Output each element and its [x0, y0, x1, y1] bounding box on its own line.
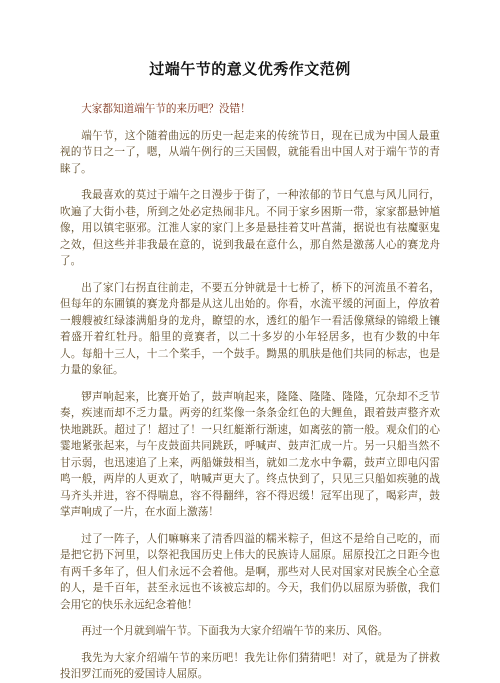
paragraph-2: 端午节，这个随着曲远的历史一起走来的传统节日，现在已成为中国人最重视的节日之一了，嗯，从端午例行的三天国假，就能看出中国人对于端午节的青睐了。 — [60, 129, 440, 175]
paragraph-4: 出了家门右拐直往前走，不要五分钟就是十七桥了，桥下的河流虽不着名，但每年的东圃镇的赛龙舟都是从这儿出始的。你看，水流平缓的河面上，停放着一艘艘被红绿漆满船身的龙舟，瞭望的水，透红的船乍一看活像黛绿的锦缎上镶着盛开着红牡丹。船里的竟赛者，以二十多岁的小年轻居多，也有少数的中年人。每船十三人，十二个桨手，一个鼓手。黝黑的肌肤是他们共同的标志，也是力量的象征。 — [60, 281, 440, 376]
paragraph-7: 再过一个月就到端午节。下面我为大家介绍端午节的来历、风俗。 — [81, 625, 389, 637]
paragraph-6: 过了一阵子，人们嘛嘛来了清香四溢的糯米粽子，但这不是给自己吃的，而是把它扔下河里，以祭祀我国历史上伟大的民族诗人屈原。屈原投江之日距今也有两千多年了，但人们永远不会着他。是啊，那些对人民对国家对民族全心全意的人，是千百年，甚至永远也不该被忘却的。今天，我们仍以屈原为骄傲，我们会用它的快乐永远纪念着他！ — [60, 532, 440, 611]
paragraph-1: 大家都知道端午节的来历吧？没错！ — [81, 103, 251, 115]
paragraph-5: 锣声响起来，比赛开始了，鼓声响起来，隆隆、隆隆、隆隆，冗杂却不乏节奏，疾速而却不乏力量。两旁的红桨像一条条金红色的大鲤鱼，跟着鼓声整齐欢快地跳跃。超过了！超过了！一只红艇渐行渐速，如离弦的箭一般。观众们的心霎地紧张起来，与午皮鼓面共同跳跃，呼喊声、鼓声汇成一片。另一只船当然不甘示弱，也迅速追了上来，两船嫌鼓相当，就如二龙水中争霸，鼓声立即电闪雷鸣一般，两岸的人更欢了，呐喊声更大了。终点快到了，只见三只船如疾驰的战马齐头并进，容不得喘息，容不得翻绊，容不得迟缓！冠军出现了，喝彩声，鼓掌声响成了一片，在水面上激荡！ — [60, 390, 440, 518]
article-title: 过端午节的意义优秀作文范例 — [149, 60, 351, 78]
paragraph-8: 我先为大家介绍端午节的来历吧！我先让你们猜猜吧！对了，就是为了拼救投汨罗江而死的爱国诗人屈原。 — [60, 651, 440, 680]
paragraph-3: 我最喜欢的莫过于端午之日漫步于街了，一种浓郁的节日气息与风儿同行，吹遍了大街小巷，所到之处必定热闹非凡。不同于家乡困斯一带，家家都悬钟馗像，用以镇宅驱邪。江淮人家的家门上多是悬挂着艾叶菖蒲，据说也有祛魔驱鬼之效，但这些并非我最在意的，说到我最在意什么，那自然是激荡人心的赛龙舟了。 — [60, 189, 440, 267]
